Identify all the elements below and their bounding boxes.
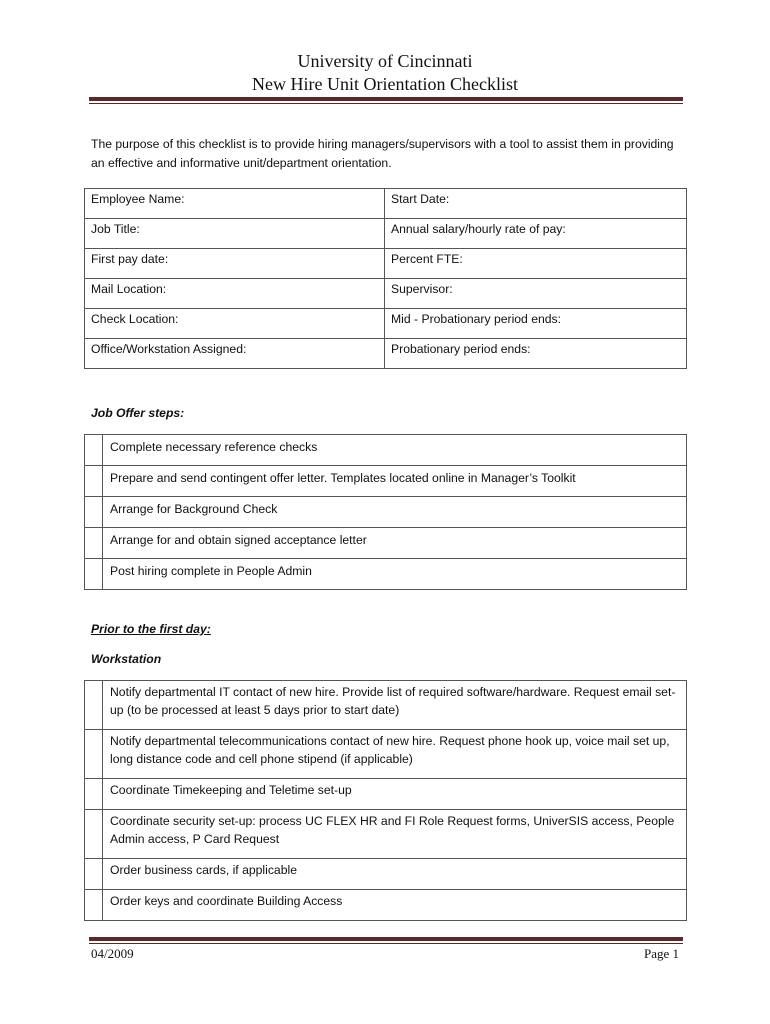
checkbox[interactable] <box>85 859 103 890</box>
checkbox[interactable] <box>85 890 103 921</box>
footer-rule-thin <box>89 943 683 944</box>
job-title-field[interactable]: Job Title: <box>85 219 385 249</box>
checklist-item: Arrange for Background Check <box>103 497 687 528</box>
header-rule-thin <box>89 103 683 104</box>
footer-date: 04/2009 <box>91 946 134 961</box>
intro-paragraph: The purpose of this checklist is to provide hiring managers/supervisors with a tool to assist them in providing an effective and informative unit/department orientation. <box>91 137 674 170</box>
job-offer-checklist <box>84 434 687 590</box>
checklist-item: Coordinate Timekeeping and Teletime set-up <box>103 779 687 810</box>
page-number: Page 1 <box>643 946 679 961</box>
percent-fte-field[interactable]: Percent FTE: <box>385 249 687 279</box>
first-pay-date-field[interactable]: First pay date: <box>85 249 385 279</box>
table-row <box>85 279 687 309</box>
checkbox[interactable] <box>85 681 103 730</box>
mail-location-field[interactable]: Mail Location: <box>85 279 385 309</box>
salary-field[interactable]: Annual salary/hourly rate of pay: <box>385 219 687 249</box>
checklist-item: Coordinate security set-up: process UC FLEX HR and FI Role Request forms, UniverSIS access, People Admin access, P Card Request <box>103 810 687 859</box>
checklist-item: Order business cards, if applicable <box>103 859 687 890</box>
checklist-row <box>85 466 687 497</box>
document-title: University of Cincinnati <box>297 51 473 71</box>
start-date-field[interactable]: Start Date: <box>385 189 687 219</box>
table-row <box>85 249 687 279</box>
checkbox[interactable] <box>85 810 103 859</box>
employee-info-table <box>84 188 687 369</box>
checklist-row <box>85 528 687 559</box>
workstation-checklist <box>84 680 687 921</box>
table-row <box>85 189 687 219</box>
checklist-row <box>85 681 687 730</box>
checkbox[interactable] <box>85 559 103 590</box>
checklist-row <box>85 497 687 528</box>
checkbox[interactable] <box>85 497 103 528</box>
checklist-row <box>85 730 687 779</box>
checklist-item: Complete necessary reference checks <box>103 435 687 466</box>
office-assigned-field[interactable]: Office/Workstation Assigned: <box>85 339 385 369</box>
checklist-row <box>85 779 687 810</box>
document-subtitle: New Hire Unit Orientation Checklist <box>252 74 518 94</box>
checklist-item: Notify departmental telecommunications contact of new hire. Request phone hook up, voice mail set up, long distance code and cell phone stipend (if applicable) <box>103 730 687 779</box>
check-location-field[interactable]: Check Location: <box>85 309 385 339</box>
checklist-row <box>85 559 687 590</box>
checkbox[interactable] <box>85 730 103 779</box>
checklist-item: Post hiring complete in People Admin <box>103 559 687 590</box>
supervisor-field[interactable]: Supervisor: <box>385 279 687 309</box>
table-row <box>85 219 687 249</box>
table-row <box>85 339 687 369</box>
checklist-item: Notify departmental IT contact of new hire. Provide list of required software/hardware. Request email set-up (to be processed at least 5 days prior to start date) <box>103 681 687 730</box>
checkbox[interactable] <box>85 779 103 810</box>
table-row <box>85 309 687 339</box>
probation-end-field[interactable]: Probationary period ends: <box>385 339 687 369</box>
checkbox[interactable] <box>85 435 103 466</box>
checklist-row <box>85 810 687 859</box>
checklist-item: Prepare and send contingent offer letter. Templates located online in Manager’s Toolkit <box>103 466 687 497</box>
checklist-row <box>85 435 687 466</box>
prior-first-day-heading: Prior to the first day: <box>91 622 211 636</box>
checklist-row <box>85 859 687 890</box>
checklist-item: Order keys and coordinate Building Access <box>103 890 687 921</box>
checklist-item: Arrange for and obtain signed acceptance letter <box>103 528 687 559</box>
employee-name-field[interactable]: Employee Name: <box>85 189 385 219</box>
workstation-subheading: Workstation <box>91 652 162 666</box>
checkbox[interactable] <box>85 466 103 497</box>
footer-rule <box>89 937 683 941</box>
checklist-row <box>85 890 687 921</box>
mid-probation-field[interactable]: Mid - Probationary period ends: <box>385 309 687 339</box>
header-rule <box>89 97 683 101</box>
checkbox[interactable] <box>85 528 103 559</box>
job-offer-heading: Job Offer steps: <box>91 406 185 420</box>
